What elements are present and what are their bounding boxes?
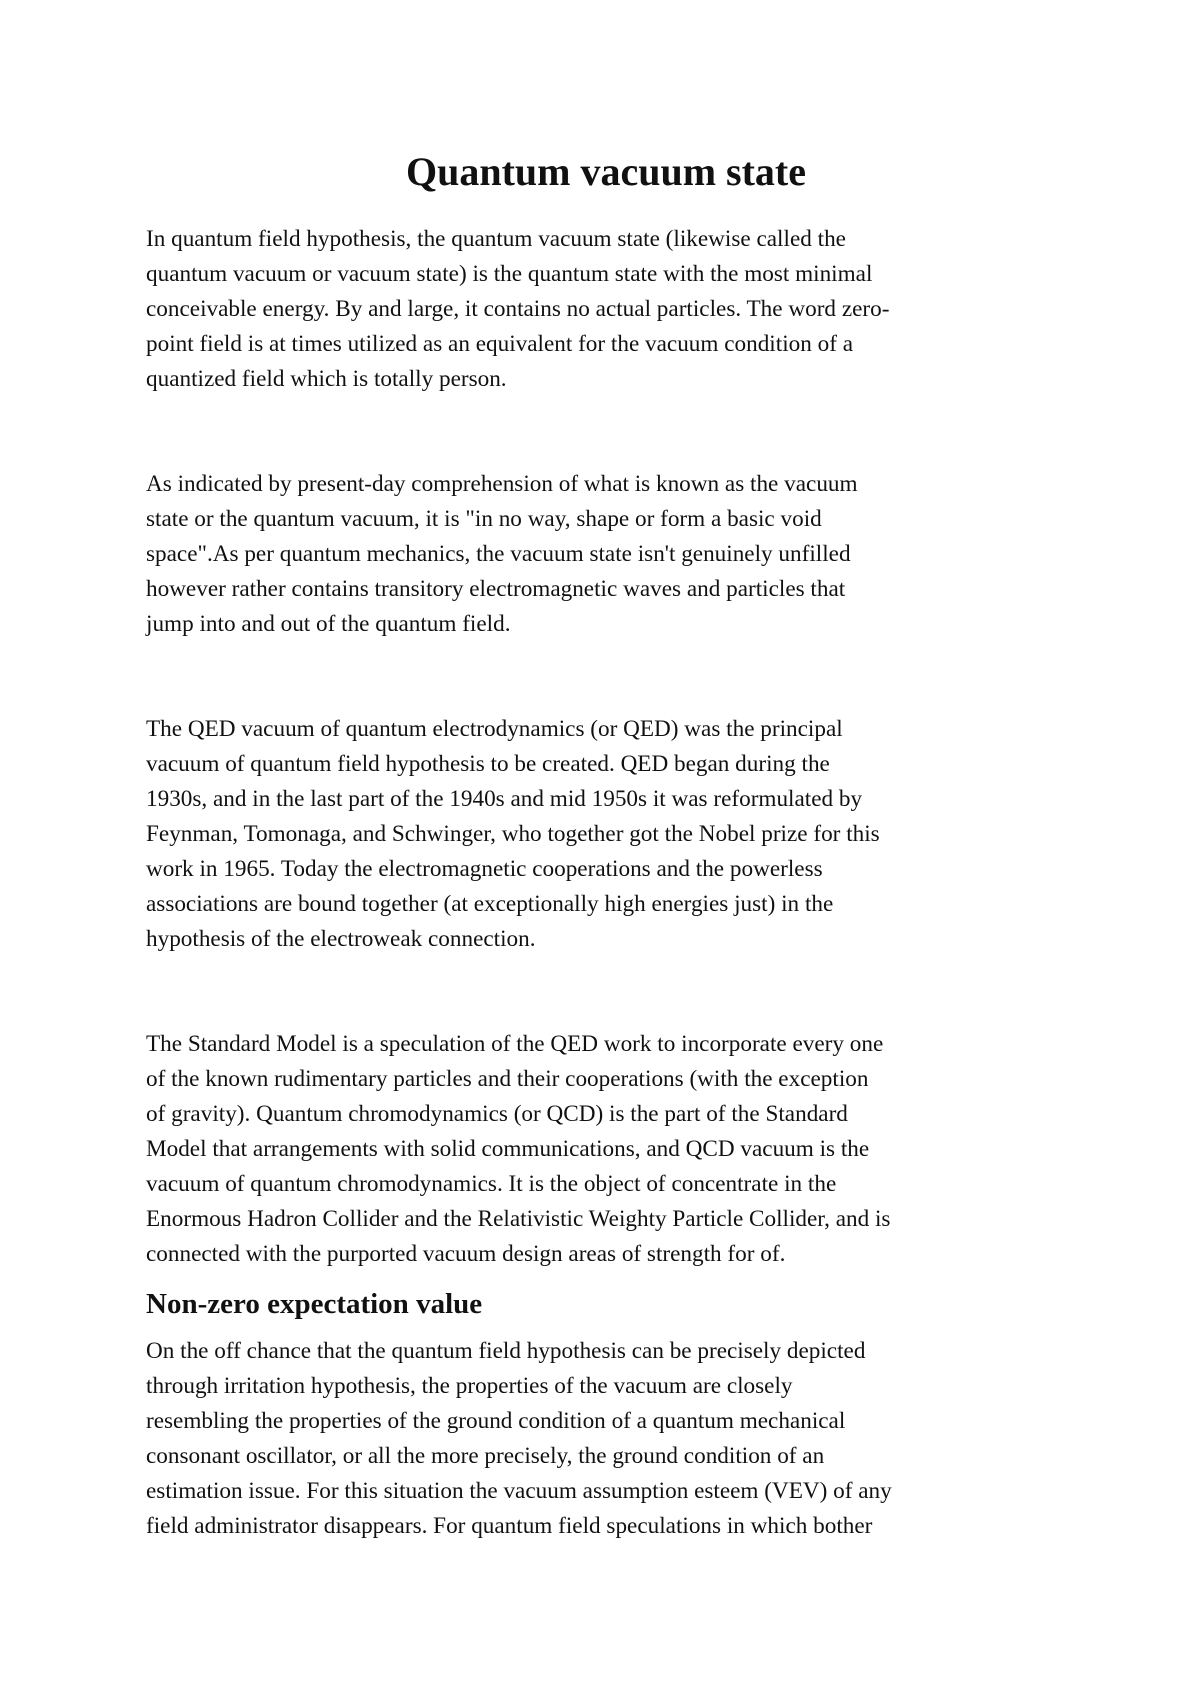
- paragraph-expectation-value: On the off chance that the quantum field hypothesis can be precisely depicted through irritation hypothesis, the properties of the vacuum are closely resembling the properties of the ground condition of a quantum mechanical consonant oscillator, or all the more precisely, the ground condition of an estimation issue. For this situation the vacuum assumption esteem (VEV) of any field administrator disappears. For quantum field speculations in which bother: [146, 1338, 892, 1539]
- paragraph-spacer: [146, 957, 1066, 1027]
- paragraph-qed-vacuum: The QED vacuum of quantum electrodynamics (or QED) was the principal vacuum of quantum field hypothesis to be created. QED began during the 1930s, and in the last part of the 1940s and mid 1950s it was reformulated by Feynman, Tomonaga, and Schwinger, who together got the Nobel prize for this work in 1965. Today the electromagnetic cooperations and the powerless associations are bound together (at exceptionally high energies just) in the hypothesis of the electroweak connection.: [146, 716, 880, 952]
- page-title: Quantum vacuum state: [405, 149, 807, 194]
- paragraph-spacer: [146, 1272, 1066, 1286]
- document-page: [146, 148, 1066, 1544]
- paragraph-intro: In quantum field hypothesis, the quantum vacuum state (likewise called the quantum vacuum or vacuum state) is the quantum state with the most minimal conceivable energy. By and large, it contains no actual particles. The word zero- point field is at times utilized as an equivalent for the vacuum condition of a quantized field which is totally person.: [146, 226, 890, 392]
- paragraph-vacuum-comprehension: As indicated by present-day comprehension of what is known as the vacuum state or the quantum vacuum, it is "in no way, shape or form a basic void space".As per quantum mechanics, the vacuum state isn't genuinely unfilled however rather contains transitory electromagnetic waves and particles that jump into and out of the quantum field.: [146, 471, 858, 637]
- paragraph-spacer: [146, 397, 1066, 467]
- paragraph-spacer: [146, 642, 1066, 712]
- section-heading: Non-zero expectation value: [146, 1288, 483, 1320]
- paragraph-standard-model: The Standard Model is a speculation of the QED work to incorporate every one of the known rudimentary particles and their cooperations (with the exception of gravity). Quantum chromodynamics (or QCD) is the part of the Standard Model that arrangements with solid communications, and QCD vacuum is the vacuum of quantum chromodynamics. It is the object of concentrate in the Enormous Hadron Collider and the Relativistic Weighty Particle Collider, and is connected with the purported vacuum design areas of strength for of.: [146, 1031, 891, 1267]
